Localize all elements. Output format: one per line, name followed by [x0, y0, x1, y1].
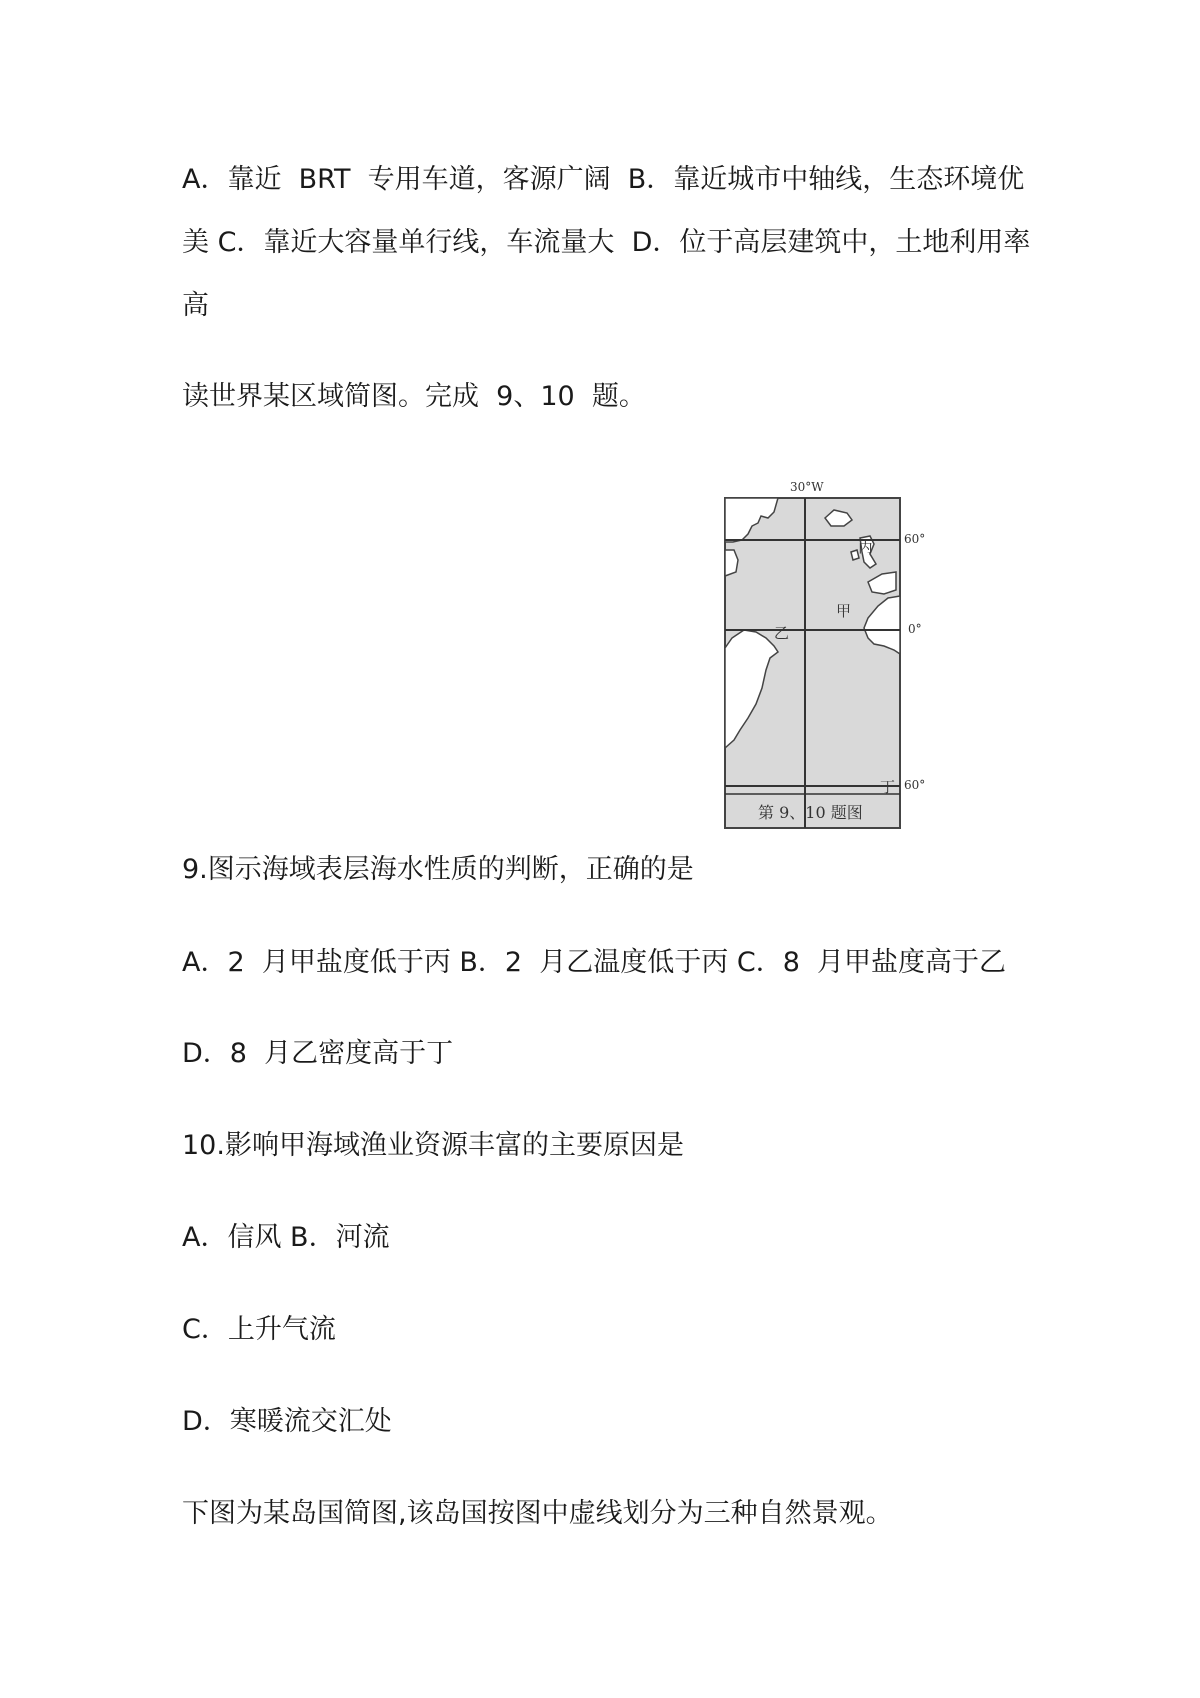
lat-0-label: 0° — [908, 622, 922, 636]
q9-option-d: D．8 月乙密度高于丁 — [182, 1038, 454, 1069]
north-america-edge — [725, 550, 738, 576]
q9-stem: 9.图示海域表层海水性质的判断，正确的是 — [182, 854, 694, 885]
q9-options-abc: A．2 月甲盐度低于丙 B．2 月乙温度低于丙 C．8 月甲盐度高于乙 — [182, 947, 1007, 978]
q8-options-line-2: 美 C．靠近大容量单行线，车流量大 D．位于高层建筑中，土地利用率 — [182, 227, 1031, 258]
intro-9-10: 读世界某区域简图。完成 9、10 题。 — [182, 381, 646, 412]
world-region-map — [718, 478, 938, 868]
place-ding: 丁 — [880, 778, 896, 796]
q10-options-ab: A．信风 B．河流 — [182, 1222, 390, 1253]
place-bing: 丙 — [858, 538, 874, 556]
place-yi: 乙 — [774, 624, 790, 642]
map-caption: 第 9、10 题图 — [758, 803, 863, 822]
q10-option-c: C．上升气流 — [182, 1314, 336, 1345]
lat-60n-label: 60° — [904, 532, 926, 546]
q8-options-line-1: A．靠近 BRT 专用车道，客源广阔 B．靠近城市中轴线，生态环境优 — [182, 164, 1025, 195]
q10-option-d: D．寒暖流交汇处 — [182, 1406, 392, 1437]
place-jia: 甲 — [836, 602, 852, 620]
lon-30w-label: 30°W — [790, 480, 824, 494]
q10-stem: 10.影响甲海域渔业资源丰富的主要原因是 — [182, 1130, 684, 1161]
lat-60s-label: 60° — [904, 778, 926, 792]
q8-options-line-3: 高 — [182, 290, 209, 321]
next-section-intro: 下图为某岛国简图,该岛国按图中虚线划分为三种自然景观。 — [182, 1498, 893, 1529]
